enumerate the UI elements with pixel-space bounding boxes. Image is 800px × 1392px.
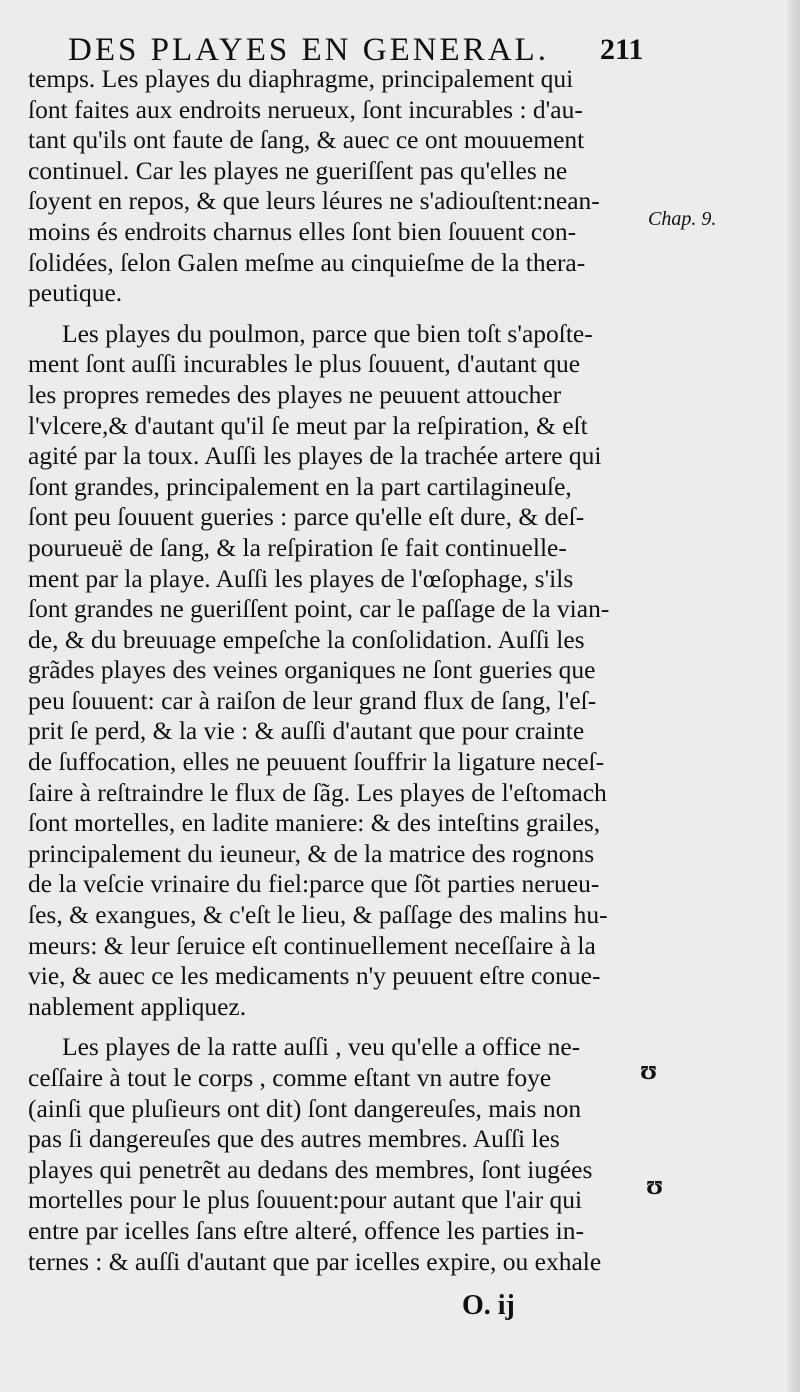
text-line-36: playes qui penetrẽt au dedans des membres, ſont iugées xyxy=(28,1154,593,1184)
text-line-5: ſoyent en repos, & que leurs léures ne s'adiouſtent:nean- xyxy=(28,186,600,216)
text-line-17: ment par la playe. Auſſi les playes de l'œſophage, s'ils xyxy=(28,563,574,593)
text-line-15: ſont peu ſouuent gueries : parce qu'elle eſt dure, & deſ- xyxy=(28,502,585,532)
text-line-27: de la veſcie vrinaire du fiel:parce que ſõt parties nerueu- xyxy=(28,869,600,899)
text-line-2: ſont faites aux endroits nerueux, ſont incurables : d'au- xyxy=(28,94,583,124)
page-number: 211 xyxy=(600,33,644,66)
body-text xyxy=(28,64,648,1277)
text-line-19: de, & du breuuage empeſche la conſolidation. Auſſi les xyxy=(28,624,585,654)
text-line-23: de ſuffocation, elles ne peuuent ſouffrir la ligature neceſ- xyxy=(28,747,605,777)
text-line-37: mortelles pour le plus ſouuent:pour autant que l'air qui xyxy=(28,1185,583,1215)
text-line-39: ternes : & auſſi d'autant que par icelles expire, ou exhale xyxy=(28,1246,602,1276)
text-line-30: vie, & auec ce les medicaments n'y peuuent eſtre conue- xyxy=(28,961,601,991)
text-line-22: prit ſe perd, & la vie : & auſſi d'autant que pour crainte xyxy=(28,716,585,746)
margin-note-chapter: Chap. 9. xyxy=(648,208,717,230)
text-line-10: ment ſont auſſi incurables le plus ſouuent, d'autant que xyxy=(28,349,581,379)
text-line-35: pas ſi dangereuſes que des autres membres. Auſſi les xyxy=(28,1124,560,1154)
text-line-29: meurs: & leur ſeruice eſt continuellement neceſſaire à la xyxy=(28,930,596,960)
text-line-38: entre par icelles ſans eſtre alteré, offence les parties in- xyxy=(28,1215,584,1245)
text-line-32: Les playes de la ratte auſſi , veu qu'elle a office ne- xyxy=(62,1032,581,1062)
margin-mark-icon: ʊ xyxy=(640,1055,658,1086)
margin-mark-icon: ʊ xyxy=(646,1170,664,1201)
text-line-3: tant qu'ils ont faute de ſang, & auec ce ont mouuement xyxy=(28,125,585,155)
text-line-9: Les playes du poulmon, parce que bien toſt s'apoſte- xyxy=(62,318,593,348)
text-line-6: moins és endroits charnus elles ſont bien ſouuent con- xyxy=(28,216,577,246)
running-title: DES PLAYES EN GENERAL. xyxy=(68,32,549,68)
text-line-33: ceſſaire à tout le corps , comme eſtant vn autre foye xyxy=(28,1063,552,1092)
text-line-28: ſes, & exangues, & c'eſt le lieu, & paſſage des malins hu- xyxy=(28,900,608,930)
text-line-34: (ainſi que pluſieurs ont dit) ſont dangereuſes, mais non xyxy=(28,1093,582,1123)
text-line-20: grãdes playes des veines organiques ne ſont gueries que xyxy=(28,655,596,685)
text-line-21: peu ſouuent: car à raiſon de leur grand flux de ſang, l'eſ- xyxy=(28,685,597,715)
text-line-1: temps. Les playes du diaphragme, principalement qui xyxy=(28,64,574,93)
text-line-16: pourueuë de ſang, & la reſpiration ſe fait continuelle- xyxy=(28,532,567,562)
text-line-24: ſaire à reſtraindre le flux de ſãg. Les playes de l'eſtomach xyxy=(28,777,607,807)
text-line-26: principalement du ieuneur, & de la matrice des rognons xyxy=(28,838,595,868)
text-line-25: ſont mortelles, en ladite maniere: & des inteſtins grailes, xyxy=(28,808,601,838)
page-edge xyxy=(788,0,800,1392)
text-line-7: ſolidées, ſelon Galen meſme au cinquieſme de la thera- xyxy=(28,247,586,277)
signature-mark: O. ij xyxy=(462,1290,515,1321)
text-line-4: continuel. Car les playes ne gueriſſent pas qu'elles ne xyxy=(28,155,568,185)
text-line-13: agité par la toux. Auſſi les playes de la trachée artere qui xyxy=(28,441,602,471)
text-line-11: les propres remedes des playes ne peuuent attoucher xyxy=(28,379,562,409)
text-line-8: peutique. xyxy=(28,278,123,308)
text-line-31: nablement appliquez. xyxy=(28,991,247,1021)
text-line-12: l'vlcere,& d'autant qu'il ſe meut par la reſpiration, & eſt xyxy=(28,410,588,440)
text-line-18: ſont grandes ne gueriſſent point, car le paſſage de la vian- xyxy=(28,594,610,624)
text-line-14: ſont grandes, principalement en la part cartilagineuſe, xyxy=(28,471,572,501)
